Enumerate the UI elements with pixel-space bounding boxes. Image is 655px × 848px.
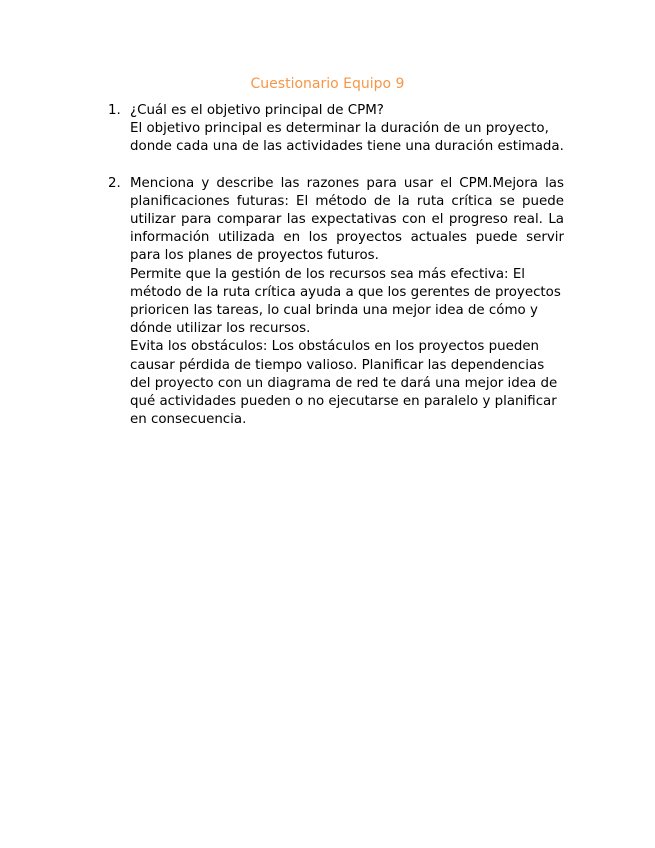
question-item-1 xyxy=(108,102,564,157)
answer-text: El objetivo principal es determinar la duración de un proyecto, donde cada una de las actividades tiene una duración estimada. xyxy=(130,121,564,155)
document-title: Cuestionario Equipo 9 xyxy=(250,76,405,92)
answer-paragraph: Permite que la gestión de los recursos sea más efectiva: El método de la ruta crítica ayuda a que los gerentes de proyectos prioricen las tareas, lo cual brinda una mejor idea de cómo y dónde utilizar los recursos. xyxy=(130,266,561,337)
answer-paragraph: Evita los obstáculos: Los obstáculos en los proyectos pueden causar pérdida de tiempo valioso. Planificar las dependencias del proyecto con un diagrama de red te dará una mejor idea de qué actividades pueden o no ejecutarse en paralelo y planificar en consecuencia. xyxy=(130,339,558,428)
question-number: 2. xyxy=(108,175,121,191)
question-item-2 xyxy=(108,175,564,430)
question-text: Menciona y describe las razones para usar el CPM.Mejora las planificaciones futuras: El método de la ruta crítica se puede utilizar para comparar las expectativas con el progreso real. La información utilizada en los proyectos actuales puede servir para los planes de proyectos futuros. xyxy=(130,175,564,264)
question-number: 1. xyxy=(108,103,121,118)
question-text: ¿Cuál es el objetivo principal de CPM? xyxy=(130,103,384,118)
question-list xyxy=(108,102,564,429)
